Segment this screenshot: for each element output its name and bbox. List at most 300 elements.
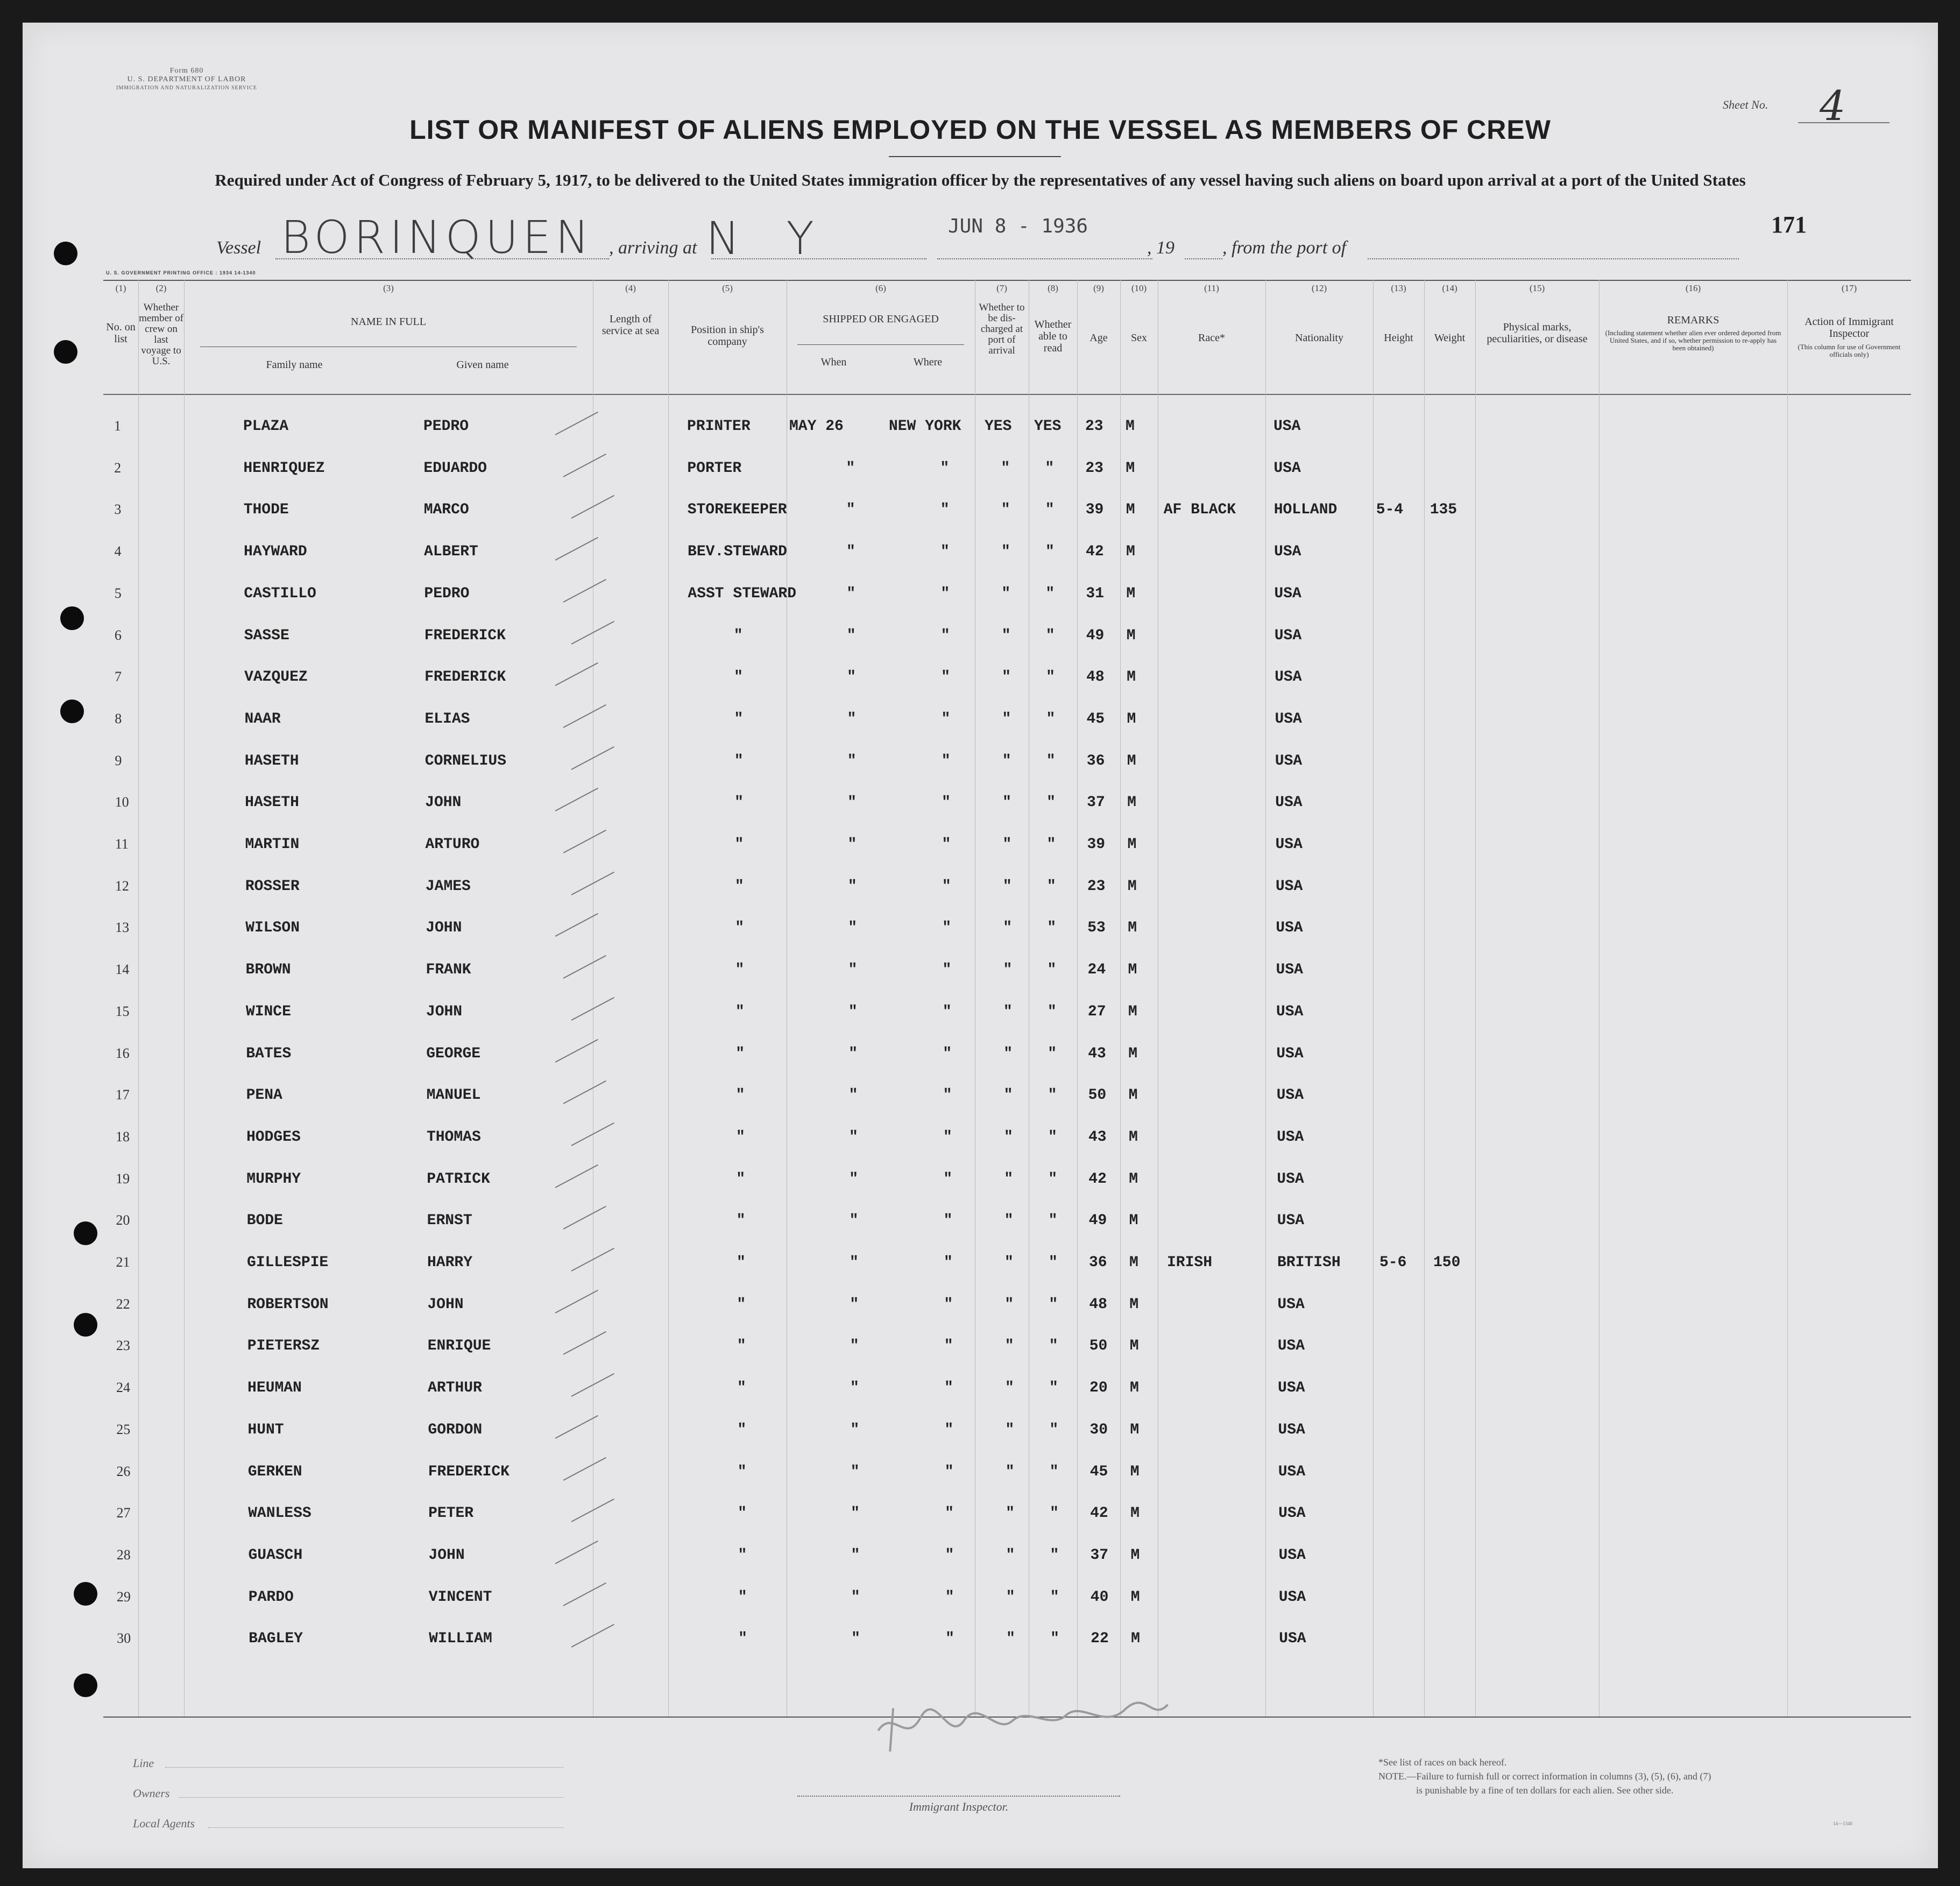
discharged: " — [1005, 1463, 1015, 1480]
list-number: 20 — [116, 1212, 130, 1228]
shipped-where: " — [944, 1254, 953, 1271]
check-mark-icon — [555, 788, 598, 811]
sex: M — [1130, 1421, 1140, 1438]
shipped-when: " — [849, 1212, 859, 1230]
family-name: MURPHY — [246, 1170, 301, 1188]
nationality: USA — [1278, 1421, 1305, 1438]
shipped-when: " — [848, 1128, 858, 1146]
sex: M — [1129, 1254, 1138, 1271]
shipped-where: " — [941, 710, 951, 727]
col-header-where: Where — [913, 356, 943, 368]
check-mark-icon — [563, 1582, 606, 1606]
age: 42 — [1090, 1505, 1108, 1522]
shipped-when: " — [847, 836, 857, 853]
shipped-where: " — [944, 1296, 953, 1313]
col-header-remarks-note: (Including statement whether alien ever ordered deported from United States, and if so, whether permission to re-apply has been obtained) — [1605, 329, 1781, 352]
sex: M — [1128, 962, 1137, 979]
age: 23 — [1085, 418, 1103, 435]
race: IRISH — [1167, 1254, 1213, 1271]
given-name: EDUARDO — [423, 460, 487, 477]
nationality: USA — [1274, 585, 1301, 602]
sex: M — [1127, 710, 1136, 727]
list-number: 22 — [116, 1296, 130, 1312]
shipped-where: " — [944, 1421, 954, 1438]
shipped-when: " — [847, 878, 857, 895]
position: STOREKEEPER — [687, 501, 787, 519]
list-number: 5 — [114, 585, 122, 601]
sheet-number-label: Sheet No. — [1723, 98, 1768, 111]
age: 40 — [1090, 1588, 1109, 1606]
check-mark-icon — [571, 1248, 614, 1272]
position: " — [738, 1588, 747, 1606]
list-number: 10 — [115, 794, 129, 810]
position: " — [734, 836, 744, 853]
nationality: USA — [1276, 1087, 1304, 1104]
form-number: Form 680 — [169, 67, 204, 75]
shipped-when: " — [851, 1630, 860, 1648]
list-number: 30 — [117, 1630, 131, 1647]
able-to-read: " — [1046, 878, 1056, 895]
shipped-when: " — [851, 1505, 860, 1522]
given-name: PEDRO — [424, 585, 470, 602]
able-to-read: " — [1045, 543, 1055, 561]
list-number: 16 — [115, 1045, 130, 1061]
nationality: USA — [1275, 794, 1303, 811]
given-name: ENRIQUE — [427, 1338, 491, 1355]
family-name: BAGLEY — [249, 1630, 303, 1648]
position: ASST STEWARD — [688, 585, 797, 602]
discharged: " — [1003, 1045, 1013, 1062]
position: " — [738, 1630, 747, 1648]
discharged: " — [1001, 543, 1010, 561]
discharged: " — [1002, 752, 1011, 769]
check-mark-icon — [571, 620, 614, 644]
discharged: " — [1003, 1128, 1013, 1146]
shipped-where: " — [941, 669, 950, 686]
list-number: 2 — [114, 460, 122, 476]
footer-notes — [1378, 1755, 1863, 1797]
nationality: USA — [1276, 1045, 1304, 1062]
col-number: (8) — [1048, 283, 1058, 293]
col-header-remarks: REMARKS — [1667, 314, 1720, 326]
sex: M — [1129, 1296, 1139, 1313]
position: " — [734, 669, 743, 686]
page-subtitle: Required under Act of Congress of February 5, 1917, to be delivered to the United States immigration officer by the representatives of any vessel having such aliens on board upon arrival at a port of the United States — [215, 171, 1746, 189]
table-row — [23, 920, 1938, 957]
col-header-position: Position in ship's company — [691, 324, 764, 348]
shipped-where: " — [945, 1588, 954, 1606]
col-header-list-no: No. on list — [106, 321, 136, 345]
nationality: USA — [1276, 962, 1303, 979]
col-header-age: Age — [1089, 332, 1108, 344]
punch-hole — [60, 606, 84, 630]
family-name: ROBERTSON — [247, 1296, 329, 1313]
given-name: GORDON — [428, 1421, 483, 1438]
position: " — [737, 1296, 746, 1313]
given-name: JAMES — [425, 878, 471, 895]
check-mark-icon — [571, 997, 614, 1021]
discharged: " — [1006, 1505, 1015, 1522]
col-number: (4) — [625, 283, 636, 293]
nationality: USA — [1278, 1463, 1306, 1480]
shipped-where: " — [944, 1380, 953, 1397]
family-name: HODGES — [246, 1128, 301, 1146]
discharged: " — [1004, 1338, 1014, 1355]
shipped-where: " — [944, 1338, 953, 1355]
able-to-read: " — [1046, 710, 1056, 727]
col-header-given-name: Given name — [456, 359, 509, 371]
family-name: SASSE — [244, 627, 289, 644]
shipped-where: " — [940, 543, 950, 561]
shipped-when: " — [847, 710, 857, 727]
table-row — [23, 878, 1938, 916]
given-name: MANUEL — [426, 1087, 481, 1104]
table-row — [23, 1046, 1938, 1083]
nationality: USA — [1273, 418, 1301, 435]
check-mark-icon — [555, 1541, 598, 1564]
given-name: THOMAS — [426, 1128, 481, 1146]
table-row — [23, 1296, 1938, 1334]
able-to-read: " — [1048, 1128, 1057, 1146]
col-header-race: Race* — [1198, 332, 1225, 344]
able-to-read: " — [1048, 1170, 1058, 1188]
age: 45 — [1086, 710, 1105, 727]
table-row — [23, 1254, 1938, 1292]
able-to-read: " — [1047, 962, 1057, 979]
col-number: (6) — [875, 283, 886, 293]
shipped-when: " — [851, 1546, 860, 1564]
nationality: USA — [1277, 1212, 1305, 1230]
col-number: (5) — [722, 283, 733, 293]
discharged: " — [1004, 1170, 1014, 1188]
table-row — [23, 1630, 1938, 1668]
races-note: *See list of races on back hereof. — [1378, 1757, 1507, 1768]
shipped-where: " — [944, 1463, 954, 1480]
shipped-when: " — [848, 920, 857, 937]
sex: M — [1128, 1087, 1138, 1104]
col-number: (7) — [996, 283, 1007, 293]
from-port-label: , from the port of — [1222, 238, 1347, 258]
check-mark-icon — [555, 1039, 598, 1062]
able-to-read: " — [1045, 501, 1055, 519]
shipped-when: " — [848, 962, 858, 979]
age: 45 — [1089, 1463, 1108, 1480]
shipped-when: MAY 26 — [789, 418, 844, 435]
col-number: (14) — [1442, 283, 1457, 293]
col-number: (16) — [1685, 283, 1701, 293]
nationality: USA — [1273, 460, 1301, 477]
able-to-read: " — [1050, 1505, 1059, 1522]
position: " — [738, 1546, 747, 1564]
able-to-read: " — [1046, 669, 1055, 686]
footer-agents-label: Local Agents — [133, 1817, 195, 1830]
list-number: 7 — [115, 669, 122, 685]
family-name: PLAZA — [243, 418, 289, 435]
check-mark-icon — [555, 1415, 598, 1439]
footer-owners-label: Owners — [133, 1786, 170, 1800]
table-row — [23, 1380, 1938, 1417]
discharged: " — [1004, 1254, 1014, 1271]
position: " — [735, 1087, 745, 1104]
punch-hole — [54, 340, 77, 364]
sex: M — [1130, 1380, 1139, 1397]
weight: 135 — [1430, 501, 1457, 519]
sex: M — [1130, 1546, 1140, 1564]
position: " — [737, 1421, 747, 1438]
table-row — [23, 1212, 1938, 1250]
able-to-read: " — [1050, 1630, 1059, 1648]
sex: M — [1127, 878, 1137, 895]
check-mark-icon — [563, 704, 606, 728]
given-name: JOHN — [426, 920, 462, 937]
able-to-read: " — [1050, 1546, 1059, 1564]
shipped-where: " — [940, 460, 950, 477]
shipped-where: " — [943, 1212, 953, 1230]
family-name: HUNT — [247, 1421, 284, 1438]
check-mark-icon — [555, 662, 598, 686]
age: 27 — [1087, 1003, 1106, 1020]
service-name: IMMIGRATION AND NATURALIZATION SERVICE — [116, 85, 257, 91]
table-row — [23, 711, 1938, 748]
discharged: YES — [985, 418, 1012, 435]
col-header-physical-marks: Physical marks, peculiarities, or disease — [1487, 321, 1588, 345]
table-row — [23, 585, 1938, 623]
shipped-when: " — [848, 1045, 858, 1062]
given-name: FREDERICK — [424, 669, 506, 686]
check-mark-icon — [555, 1290, 598, 1313]
shipped-when: " — [849, 1170, 859, 1188]
weight: 150 — [1433, 1254, 1461, 1271]
sex: M — [1127, 752, 1136, 769]
age: 50 — [1088, 1087, 1107, 1104]
given-name: VINCENT — [428, 1588, 492, 1606]
table-row — [23, 1505, 1938, 1543]
check-mark-icon — [563, 955, 606, 979]
age: 20 — [1089, 1380, 1108, 1397]
nationality: USA — [1276, 1003, 1304, 1020]
given-name: PATRICK — [427, 1170, 490, 1188]
age: 39 — [1085, 501, 1104, 519]
family-name: BATES — [246, 1045, 292, 1062]
age: 22 — [1091, 1630, 1109, 1648]
check-mark-icon — [563, 1457, 606, 1480]
shipped-when: " — [851, 1588, 860, 1606]
shipped-where: " — [943, 1170, 953, 1188]
able-to-read: " — [1049, 1421, 1059, 1438]
nationality: USA — [1274, 543, 1301, 561]
vessel-label: Vessel — [216, 238, 261, 258]
list-number: 26 — [116, 1463, 131, 1479]
able-to-read: " — [1046, 752, 1056, 769]
discharged: " — [1004, 1296, 1014, 1313]
position: " — [735, 1128, 745, 1146]
list-number: 19 — [116, 1170, 130, 1186]
able-to-read: " — [1047, 1003, 1057, 1020]
family-name: CASTILLO — [244, 585, 316, 602]
discharged: " — [1006, 1546, 1015, 1564]
discharged: " — [1002, 710, 1011, 727]
family-name: GERKEN — [247, 1463, 302, 1480]
able-to-read: YES — [1034, 418, 1062, 435]
nationality: USA — [1278, 1588, 1306, 1606]
col-header-when: When — [820, 356, 847, 368]
discharged: " — [1002, 878, 1012, 895]
col-number: (12) — [1311, 283, 1327, 293]
check-mark-icon — [571, 872, 614, 895]
nationality: USA — [1275, 836, 1303, 853]
nationality: HOLLAND — [1273, 501, 1338, 519]
list-number: 11 — [115, 836, 129, 852]
sex: M — [1130, 1463, 1140, 1480]
list-number: 1 — [114, 418, 121, 434]
able-to-read: " — [1045, 627, 1055, 644]
col-header-inspector-action: Action of Immigrant Inspector — [1805, 316, 1894, 340]
height: 5-4 — [1376, 501, 1404, 519]
punch-hole — [74, 1221, 97, 1245]
age: 42 — [1086, 543, 1104, 561]
able-to-read: " — [1049, 1380, 1058, 1397]
col-header-crew-last-voyage: Whether member of crew on last voyage to U.S. — [139, 302, 183, 367]
year-label: , 19 — [1147, 238, 1174, 258]
age: 53 — [1087, 920, 1106, 937]
sex: M — [1126, 460, 1135, 477]
position: " — [734, 710, 744, 727]
age: 49 — [1088, 1212, 1107, 1230]
given-name: WILLIAM — [429, 1630, 492, 1648]
punch-hole — [54, 242, 77, 265]
shipped-where: " — [942, 1003, 952, 1020]
nationality: USA — [1275, 878, 1303, 895]
position: " — [737, 1463, 747, 1480]
check-mark-icon — [555, 1164, 598, 1188]
discharged: " — [1005, 1380, 1014, 1397]
nationality: USA — [1275, 669, 1302, 686]
check-mark-icon — [563, 1080, 606, 1104]
age: 24 — [1087, 962, 1106, 979]
discharged: " — [1003, 962, 1013, 979]
sex: M — [1126, 627, 1136, 644]
position: " — [735, 920, 744, 937]
given-name: FREDERICK — [428, 1463, 510, 1480]
col-number: (9) — [1093, 283, 1104, 293]
list-number: 21 — [116, 1254, 130, 1270]
given-name: GEORGE — [426, 1045, 481, 1062]
sex: M — [1129, 1170, 1138, 1188]
table-row — [23, 753, 1938, 790]
age: 23 — [1087, 878, 1106, 895]
shipped-when: " — [850, 1338, 859, 1355]
able-to-read: " — [1045, 460, 1055, 477]
sex: M — [1128, 1003, 1137, 1020]
discharged: " — [1003, 920, 1012, 937]
punch-hole — [74, 1673, 97, 1697]
sex: M — [1127, 669, 1136, 686]
footer-line-field — [165, 1767, 563, 1768]
shipped-when: " — [847, 794, 857, 811]
shipped-when: " — [846, 501, 855, 519]
nationality: USA — [1276, 920, 1303, 937]
given-name: JOHN — [426, 1003, 463, 1020]
check-mark-icon — [563, 1331, 606, 1355]
age: 39 — [1087, 836, 1106, 853]
nationality: USA — [1279, 1630, 1306, 1648]
discharged: " — [1001, 460, 1010, 477]
check-mark-icon — [555, 913, 598, 937]
shipped-when: " — [848, 1087, 858, 1104]
check-mark-icon — [571, 1499, 614, 1522]
able-to-read: " — [1048, 1212, 1058, 1230]
position: " — [734, 752, 744, 769]
nationality: USA — [1276, 1128, 1304, 1146]
sex: M — [1127, 836, 1137, 853]
shipped-where: " — [942, 794, 951, 811]
nationality: USA — [1277, 1170, 1304, 1188]
shipped-where: " — [942, 878, 951, 895]
discharged: " — [1001, 501, 1010, 519]
nationality: USA — [1274, 627, 1302, 644]
age: 49 — [1086, 627, 1105, 644]
list-number: 17 — [115, 1087, 130, 1103]
shipped-when: " — [850, 1296, 859, 1313]
list-number: 27 — [116, 1505, 131, 1521]
list-number: 13 — [115, 920, 130, 936]
date-stamp: JUN 8 - 1936 — [948, 215, 1088, 237]
family-name: BODE — [246, 1212, 283, 1230]
family-name: BROWN — [245, 962, 291, 979]
age: 36 — [1089, 1254, 1107, 1271]
given-name: ELIAS — [424, 710, 470, 727]
sex: M — [1127, 794, 1136, 811]
table-row — [23, 627, 1938, 665]
vessel-name: BORINQUEN — [281, 211, 594, 264]
given-name: ARTHUR — [428, 1380, 482, 1397]
col-header-name-in-full: NAME IN FULL — [351, 316, 426, 328]
shipped-when: " — [850, 1421, 860, 1438]
sheet-number-value: 4 — [1820, 82, 1846, 130]
sex: M — [1130, 1505, 1140, 1522]
position: " — [738, 1505, 747, 1522]
given-name: JOHN — [425, 794, 462, 811]
page-title: LIST OR MANIFEST OF ALIENS EMPLOYED ON THE VESSEL AS MEMBERS OF CREW — [409, 115, 1551, 145]
discharged: " — [1005, 1421, 1015, 1438]
position: " — [736, 1170, 746, 1188]
punch-hole — [74, 1582, 97, 1606]
col-number: (2) — [155, 283, 167, 293]
list-number: 8 — [115, 710, 122, 726]
position: " — [736, 1212, 746, 1230]
table-row — [23, 1004, 1938, 1041]
family-name: WILSON — [245, 920, 300, 937]
given-name: HARRY — [427, 1254, 473, 1271]
col-header-inspector-note: (This column for use of Government officials only) — [1798, 343, 1901, 358]
failure-note: NOTE.—Failure to furnish full or correct information in columns (3), (5), (6), and (7) — [1378, 1771, 1711, 1782]
nationality: USA — [1277, 1296, 1305, 1313]
able-to-read: " — [1049, 1463, 1059, 1480]
shipped-where: NEW YORK — [889, 418, 961, 435]
given-name: JOHN — [428, 1546, 465, 1564]
family-name: HASETH — [245, 794, 299, 811]
table-row — [23, 460, 1938, 498]
nationality: USA — [1277, 1338, 1305, 1355]
table-row — [23, 1589, 1938, 1627]
shipped-when: " — [846, 627, 856, 644]
age: 37 — [1090, 1546, 1109, 1564]
footer-owners-field — [179, 1797, 563, 1798]
family-name: HASETH — [244, 752, 299, 769]
table-row — [23, 1338, 1938, 1375]
punch-hole — [60, 700, 84, 723]
footer-line-label: Line — [133, 1756, 154, 1770]
